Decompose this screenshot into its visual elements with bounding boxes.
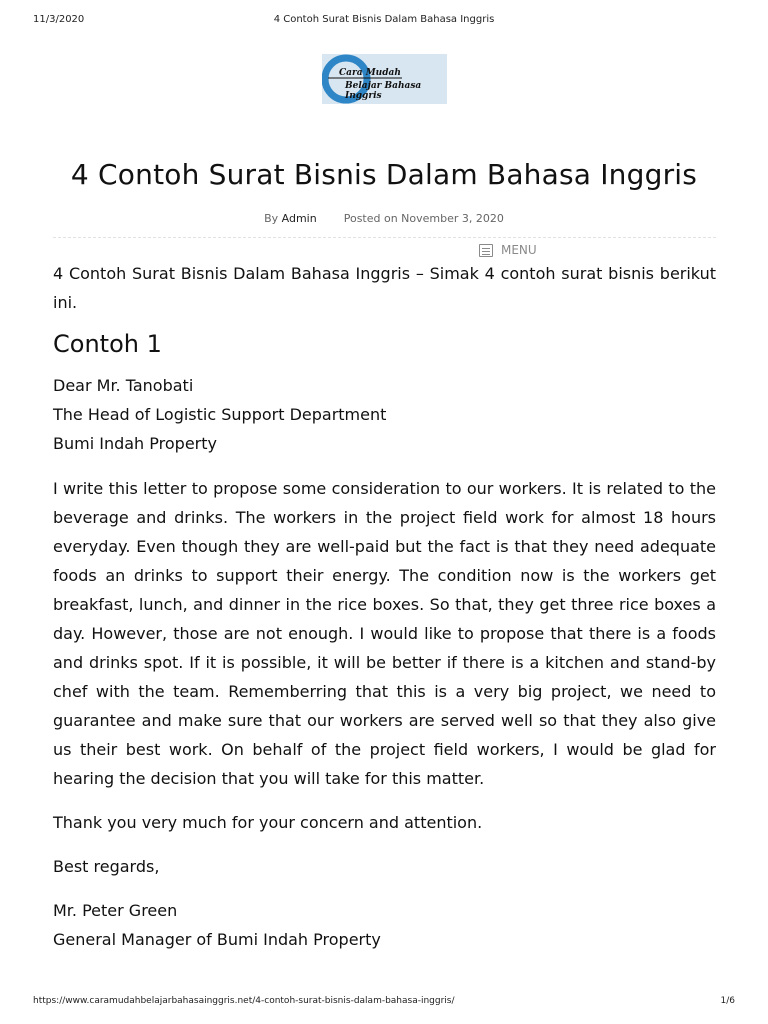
print-title: 4 Contoh Surat Bisnis Dalam Bahasa Inggris bbox=[273, 14, 495, 25]
intro-paragraph: 4 Contoh Surat Bisnis Dalam Bahasa Inggris – Simak 4 contoh surat bisnis berikut ini. bbox=[53, 264, 716, 312]
letter-body: I write this letter to propose some consideration to our workers. It is related to the beverage and drinks. The workers in the project field work for almost 18 hours everyday. Even though they are well-paid but the fact is that they need adequate foods an drinks to support their energy. The condition now is the workers get breakfast, lunch, and dinner in the rice boxes. So that, they get three rice boxes a day. However, those are not enough. I would like to propose that there is a foods and drinks spot. If it is possible, it will be better if there is a kitchen and stand-by chef with the team. Rememberring that this is a very big project, we need to guarantee and make sure that our workers are served well so that they also give us their best work. On behalf of the project field workers, I would be glad for hearing the decision that you will take for this matter. bbox=[53, 479, 716, 788]
signature-title: General Manager of Bumi Indah Property bbox=[53, 930, 381, 949]
site-logo[interactable] bbox=[322, 54, 447, 104]
address-line: The Head of Logistic Support Department bbox=[53, 405, 387, 424]
print-url: https://www.caramudahbelajarbahasainggris.net/4-contoh-surat-bisnis-dalam-bahasa-inggris/ bbox=[33, 996, 455, 1006]
post-meta bbox=[0, 212, 768, 225]
author-link[interactable]: Admin bbox=[281, 212, 317, 225]
menu-icon bbox=[479, 244, 493, 257]
print-date: 11/3/2020 bbox=[33, 14, 85, 25]
meta-divider bbox=[53, 237, 716, 238]
signature-name: Mr. Peter Green bbox=[53, 901, 178, 920]
by-label: By bbox=[264, 212, 279, 225]
letter-address bbox=[53, 371, 716, 458]
letter-thanks: Thank you very much for your concern and attention. bbox=[53, 813, 483, 832]
menu-label: MENU bbox=[501, 243, 537, 257]
article-content bbox=[53, 259, 716, 954]
address-line: Bumi Indah Property bbox=[53, 434, 217, 453]
address-line: Dear Mr. Tanobati bbox=[53, 376, 194, 395]
posted-date: Posted on November 3, 2020 bbox=[343, 212, 504, 225]
letter-closing: Best regards, bbox=[53, 857, 160, 876]
post-title: 4 Contoh Surat Bisnis Dalam Bahasa Inggris bbox=[70, 158, 698, 191]
logo-text-line1: Cara Mudah bbox=[339, 68, 401, 78]
section-heading: Contoh 1 bbox=[53, 330, 162, 358]
menu-toggle-button[interactable] bbox=[479, 243, 537, 257]
print-header bbox=[0, 14, 768, 34]
logo-text-line2: Belajar Bahasa Inggris bbox=[345, 81, 422, 101]
letter-signature bbox=[53, 896, 716, 954]
page-number: 1/6 bbox=[720, 996, 735, 1006]
